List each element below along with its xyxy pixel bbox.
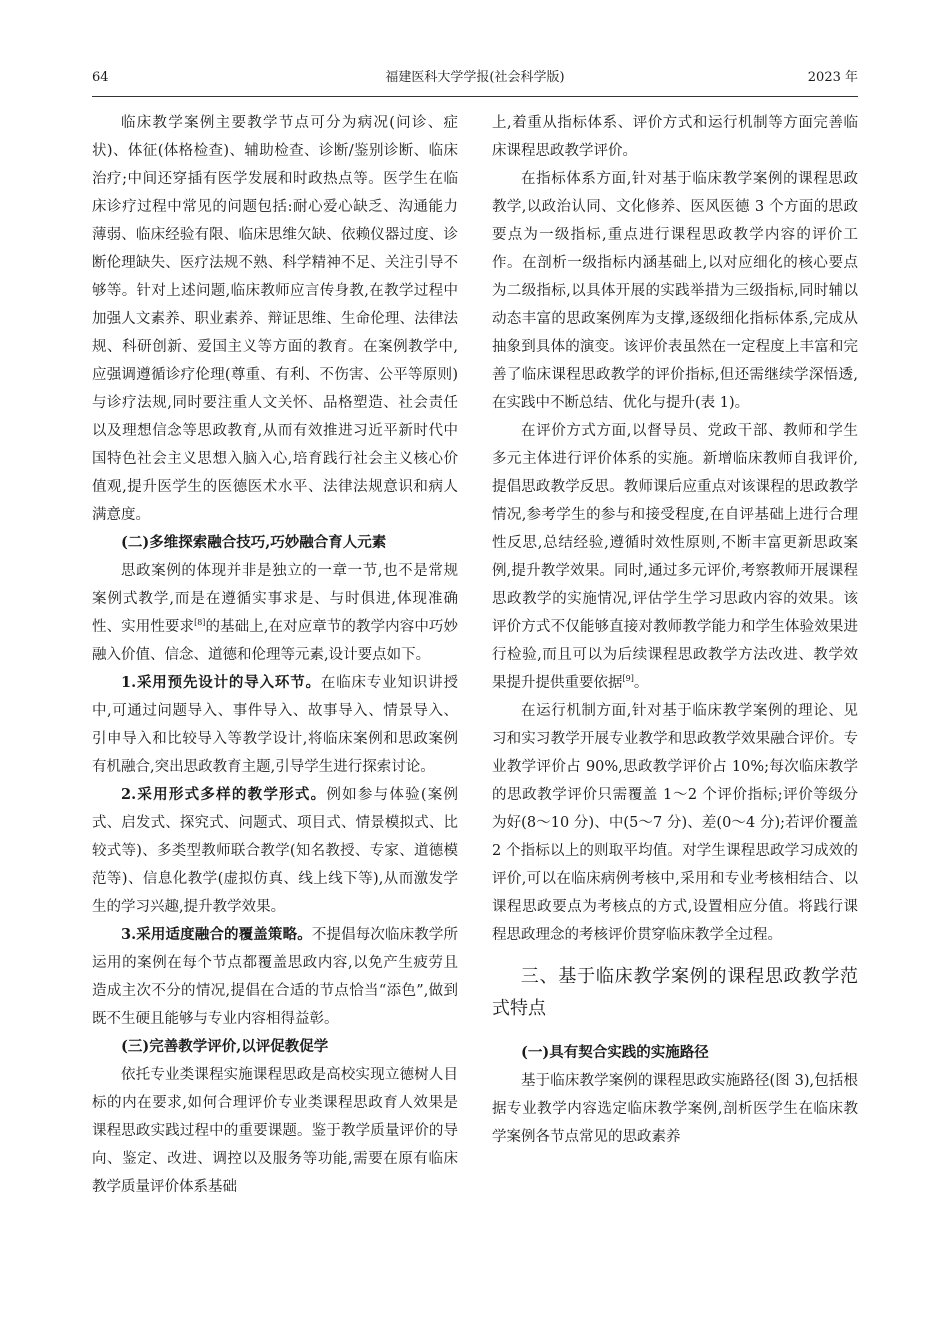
journal-title: 福建医科大学学报(社会科学版) <box>385 70 565 85</box>
paragraph-text: 思政案例的体现并非是独立的一章一节,也不是常规案例式教学,而是在遵循实事求是、与时俱进,体现准确性、实用性要求 <box>92 563 458 635</box>
citation-ref: [8] <box>194 618 206 628</box>
subsection-heading: (三)完善教学评价,以评促教促学 <box>121 1038 329 1055</box>
item-lead: 3.采用适度融合的覆盖策略。 <box>121 926 312 943</box>
paragraph: 依托专业类课程实施课程思政是高校实现立德树人目标的内在要求,如何合理评价专业类课程思政育人效果是课程思政实践过程中的重要课题。鉴于教学质量评价的导向、鉴定、改进、调控以及服务等功能,需要在原有临床教学质量评价体系基础 <box>92 1067 458 1195</box>
item-text: 在临床专业知识讲授中,可通过问题导入、事件导入、故事导入、情景导入、引申导入和比较导入等教学设计,将临床案例和思政案例有机融合,突出思政教育主题,引导学生进行探索讨论。 <box>92 675 459 775</box>
citation-ref: [9] <box>622 674 634 684</box>
item-lead: 1.采用预先设计的导入环节。 <box>121 674 321 691</box>
paragraph: 上,着重从指标体系、评价方式和运行机制等方面完善临床课程思政教学评价。 <box>492 115 858 159</box>
paragraph: 在运行机制方面,针对基于临床教学案例的理论、见习和实习教学开展专业教学和思政教学效果融合评价。专业教学评价占 90%,思政教学评价占 10%;每次临床教学的思政教学评价只需覆盖 1～2 个评价指标;评价等级分为好(8～10 分)、中(5～7 分)、差(0～4 分);若评价覆盖 2 个指标以上的则取平均值。对学生课程思政学习成效的评价,可以在临床病例考核中,采用和专业考核相结合、以课程思政要点为考核点的方式,设置相应分值。将践行课程思政理念的考核评价贯穿临床教学全过程。 <box>492 703 858 943</box>
subsection-heading: (一)具有契合实践的实施路径 <box>521 1044 709 1061</box>
publication-year: 2023 年 <box>807 70 858 85</box>
right-column <box>492 109 858 1151</box>
section-heading: 三、基于临床教学案例的课程思政教学范式特点 <box>492 966 858 1019</box>
subsection-heading: (二)多维探索融合技巧,巧妙融合育人元素 <box>121 534 387 551</box>
paragraph-text: 的基础上,在对应章节的教学内容中巧妙融入价值、信念、道德和伦理等元素,设计要点如下。 <box>92 619 459 663</box>
paragraph <box>492 417 858 697</box>
list-item <box>92 921 458 1033</box>
item-text: 例如参与体验(案例式、启发式、探究式、问题式、项目式、情景模拟式、比较式等)、多类型教师联合教学(知名教授、专家、道德模范等)、信息化教学(虚拟仿真、线上线下等),从而激发学生的学习兴趣,提升教学效果。 <box>92 787 458 915</box>
item-lead: 2.采用形式多样的教学形式。 <box>121 786 327 803</box>
paragraph-text: 在评价方式方面,以督导员、党政干部、教师和学生多元主体进行评价体系的实施。新增临床教师自我评价,提倡思政教学反思。教师课后应重点对该课程的思政教学情况,参考学生的参与和接受程度,在自评基础上进行合理性反思,总结经验,遵循时效性原则,不断丰富更新思政案例,提升教学效果。同时,通过多元评价,考察教师开展课程思政教学的实施情况,评估学生学习思政内容的效果。该评价方式不仅能够直接对教师教学能力和学生体验效果进行检验,而且可以为后续课程思政教学方法改进、教学效果提升提供重要依据 <box>492 423 858 691</box>
header-rule <box>92 96 858 97</box>
running-header <box>92 66 858 90</box>
paragraph-text: 。 <box>633 675 649 691</box>
left-column <box>92 109 458 1201</box>
item-text: 不提倡每次临床教学所运用的案例在每个节点都覆盖思政内容,以免产生疲劳且造成主次不分的情况,提倡在合适的节点恰当“添色”,做到既不生硬且能够与专业内容相得益彰。 <box>92 927 458 1027</box>
page-number: 64 <box>92 70 109 85</box>
list-item <box>92 669 458 781</box>
list-item <box>92 781 458 921</box>
paragraph: 临床教学案例主要教学节点可分为病况(问诊、症状)、体征(体格检查)、辅助检查、诊断/鉴别诊断、临床治疗;中间还穿插有医学发展和时政热点等。医学生在临床诊疗过程中常见的问题包括:耐心爱心缺乏、沟通能力薄弱、临床经验有限、临床思维欠缺、依赖仪器过度、诊断伦理缺失、医疗法规不熟、科学精神不足、关注引导不够等。针对上述问题,临床教师应言传身教,在教学过程中加强人文素养、职业素养、辩证思维、生命伦理、法律法规、科研创新、爱国主义等方面的教育。在案例教学中,应强调遵循诊疗伦理(尊重、有利、不伤害、公平等原则)与诊疗法规,同时要注重人文关怀、品格塑造、社会责任以及理想信念等思政教育,从而有效推进习近平新时代中国特色社会主义思想入脑入心,培育践行社会主义核心价值观,提升医学生的医德医术水平、法律法规意识和病人满意度。 <box>92 115 458 523</box>
paragraph: 基于临床教学案例的课程思政实施路径(图 3),包括根据专业教学内容选定临床教学案例,剖析医学生在临床教学案例各节点常见的思政素养 <box>492 1073 858 1145</box>
paragraph <box>92 557 458 669</box>
paragraph: 在指标体系方面,针对基于临床教学案例的课程思政教学,以政治认同、文化修养、医风医德 3 个方面的思政要点为一级指标,重点进行课程思政教学内容的评价工作。在剖析一级指标内涵基础上,以对应细化的核心要点为二级指标,以具体开展的实践举措为三级指标,同时辅以动态丰富的思政案例库为支撑,逐级细化指标体系,完成从抽象到具体的演变。该评价表虽然在一定程度上丰富和完善了临床课程思政教学的评价指标,但还需继续学深悟透,在实践中不断总结、优化与提升(表 1)。 <box>492 171 858 411</box>
